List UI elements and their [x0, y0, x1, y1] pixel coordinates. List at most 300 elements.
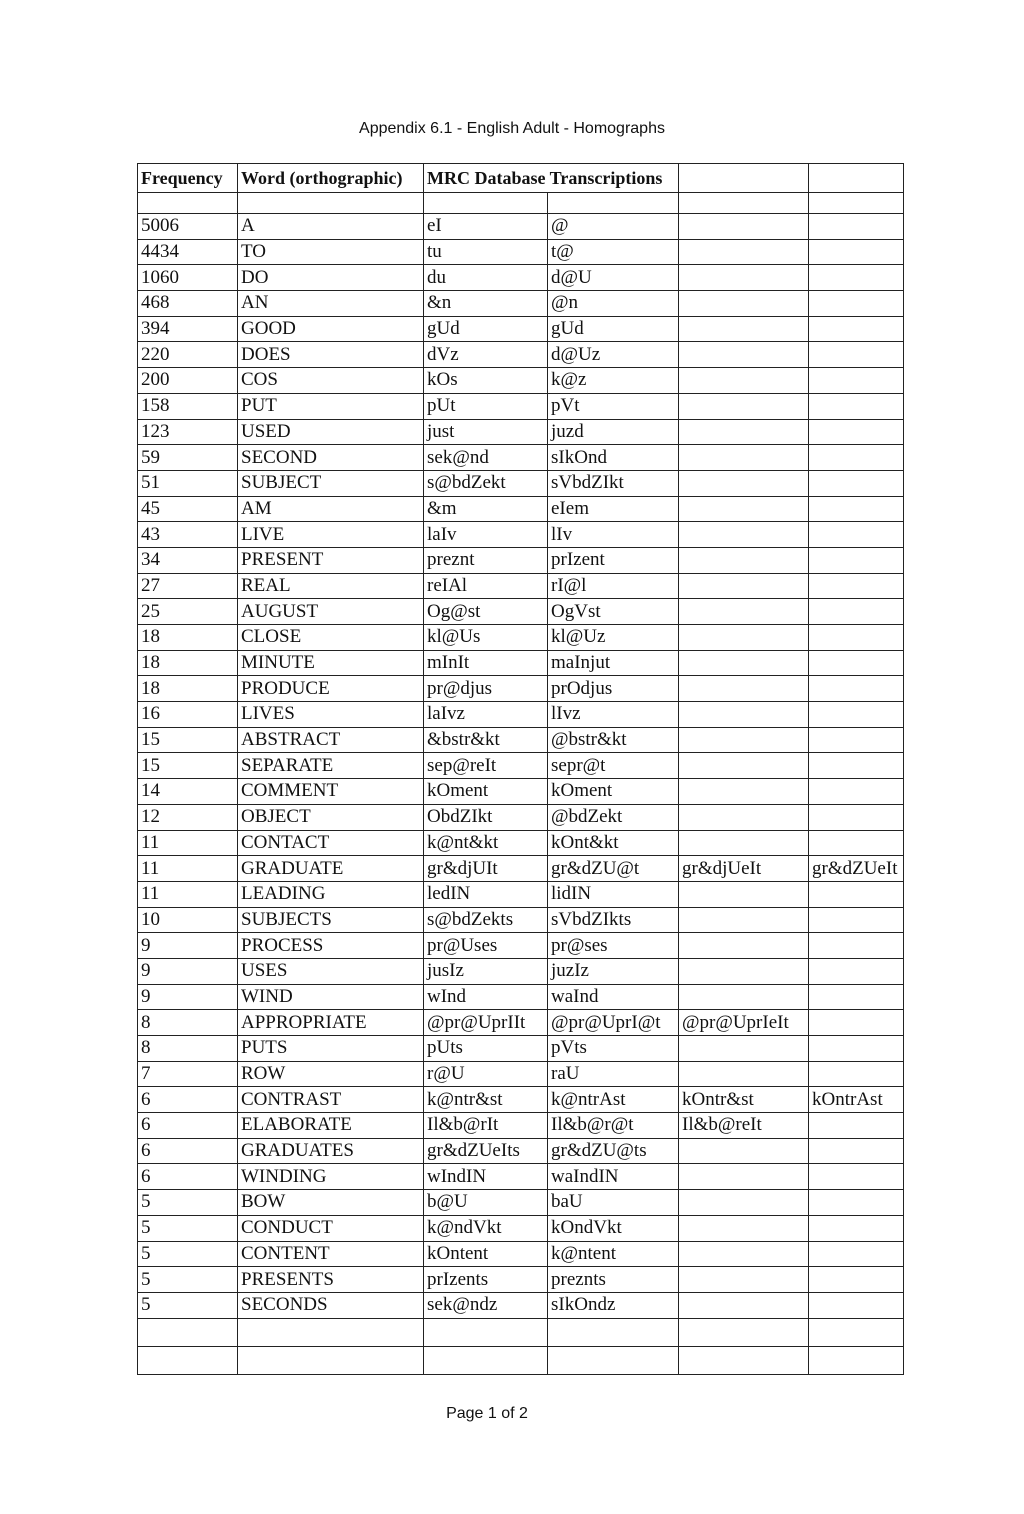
- table-cell: [679, 1190, 809, 1216]
- table-row: [138, 856, 904, 882]
- table-cell: [679, 522, 809, 548]
- table-row: [138, 753, 904, 779]
- table-row: [138, 1241, 904, 1267]
- table-cell: @pr@UprIIt: [424, 1010, 548, 1036]
- table-cell: [679, 470, 809, 496]
- table-cell: [809, 958, 904, 984]
- table-cell: [809, 727, 904, 753]
- table-cell: 9: [138, 958, 238, 984]
- table-row: [138, 933, 904, 959]
- table-cell: SUBJECT: [238, 470, 424, 496]
- table-cell: [679, 958, 809, 984]
- table-cell: 18: [138, 625, 238, 651]
- table-cell: [809, 804, 904, 830]
- table-cell: [809, 650, 904, 676]
- table-cell: 34: [138, 547, 238, 573]
- table-cell: wIndIN: [424, 1164, 548, 1190]
- table-cell: lIvz: [548, 702, 679, 728]
- table-cell: [679, 753, 809, 779]
- table-cell: 5: [138, 1292, 238, 1318]
- table-cell: 200: [138, 368, 238, 394]
- table-cell: ledIN: [424, 881, 548, 907]
- table-cell: 1060: [138, 265, 238, 291]
- table-cell: sek@nd: [424, 445, 548, 471]
- table-cell: 6: [138, 1138, 238, 1164]
- table-cell: REAL: [238, 573, 424, 599]
- table-cell: SUBJECTS: [238, 907, 424, 933]
- table-cell: [809, 1190, 904, 1216]
- table-cell: [809, 522, 904, 548]
- table-cell: PRESENTS: [238, 1267, 424, 1293]
- table-cell: 59: [138, 445, 238, 471]
- table-row: [138, 1215, 904, 1241]
- table-cell: [679, 1241, 809, 1267]
- table-cell: 7: [138, 1061, 238, 1087]
- table-cell: AN: [238, 291, 424, 317]
- table-cell: just: [424, 419, 548, 445]
- table-cell: k@ntr&st: [424, 1087, 548, 1113]
- table-cell: sek@ndz: [424, 1292, 548, 1318]
- table-cell: tu: [424, 239, 548, 265]
- table-cell: ABSTRACT: [238, 727, 424, 753]
- table-cell: [138, 1346, 238, 1374]
- header-blank: [679, 164, 809, 193]
- table-cell: 51: [138, 470, 238, 496]
- table-cell: sep@reIt: [424, 753, 548, 779]
- table-cell: [809, 1010, 904, 1036]
- table-cell: mInIt: [424, 650, 548, 676]
- table-cell: [548, 193, 679, 214]
- table-cell: [809, 1241, 904, 1267]
- header-transcriptions: MRC Database Transcriptions: [424, 164, 679, 193]
- table-cell: [809, 496, 904, 522]
- table-cell: jusIz: [424, 958, 548, 984]
- table-row: [138, 727, 904, 753]
- page-footer: Page 1 of 2: [446, 1405, 528, 1422]
- table-cell: k@z: [548, 368, 679, 394]
- table-cell: [679, 907, 809, 933]
- table-cell: kOntrAst: [809, 1087, 904, 1113]
- table-cell: A: [238, 214, 424, 240]
- table-cell: [809, 342, 904, 368]
- table-row: [138, 265, 904, 291]
- table-cell: [679, 779, 809, 805]
- table-cell: [679, 1318, 809, 1346]
- table-cell: @bdZekt: [548, 804, 679, 830]
- table-cell: @: [548, 214, 679, 240]
- table-cell: 8: [138, 1036, 238, 1062]
- table-cell: [679, 265, 809, 291]
- table-cell: [238, 193, 424, 214]
- table-cell: AM: [238, 496, 424, 522]
- table-cell: COMMENT: [238, 779, 424, 805]
- table-cell: sVbdZIkts: [548, 907, 679, 933]
- table-cell: laIvz: [424, 702, 548, 728]
- table-cell: dVz: [424, 342, 548, 368]
- table-row: [138, 214, 904, 240]
- table-cell: TO: [238, 239, 424, 265]
- table-row: [138, 316, 904, 342]
- table-cell: gUd: [424, 316, 548, 342]
- table-cell: k@nt&kt: [424, 830, 548, 856]
- table-row: [138, 830, 904, 856]
- table-cell: 12: [138, 804, 238, 830]
- table-cell: [809, 753, 904, 779]
- table-cell: s@bdZekt: [424, 470, 548, 496]
- table-cell: rI@l: [548, 573, 679, 599]
- table-cell: CLOSE: [238, 625, 424, 651]
- table-cell: pr@djus: [424, 676, 548, 702]
- table-cell: [809, 265, 904, 291]
- table-row: [138, 702, 904, 728]
- table-cell: pUt: [424, 393, 548, 419]
- table-cell: [809, 907, 904, 933]
- table-cell: d@Uz: [548, 342, 679, 368]
- table-cell: [138, 1318, 238, 1346]
- table-cell: juzd: [548, 419, 679, 445]
- table-cell: 6: [138, 1113, 238, 1139]
- table-cell: APPROPRIATE: [238, 1010, 424, 1036]
- table-cell: 468: [138, 291, 238, 317]
- table-cell: 8: [138, 1010, 238, 1036]
- table-cell: [809, 547, 904, 573]
- table-row: [138, 445, 904, 471]
- table-cell: 15: [138, 727, 238, 753]
- table-cell: Il&b@reIt: [679, 1113, 809, 1139]
- table-cell: maInjut: [548, 650, 679, 676]
- table-row: [138, 984, 904, 1010]
- table-cell: gr&dZUeIt: [809, 856, 904, 882]
- header-word: Word (orthographic): [238, 164, 424, 193]
- table-cell: prIzents: [424, 1267, 548, 1293]
- table-cell: [809, 1318, 904, 1346]
- table-cell: Il&b@rIt: [424, 1113, 548, 1139]
- table-cell: [809, 599, 904, 625]
- table-cell: kOndVkt: [548, 1215, 679, 1241]
- table-row: [138, 1190, 904, 1216]
- table-cell: [548, 1346, 679, 1374]
- table-cell: [679, 702, 809, 728]
- table-row: [138, 573, 904, 599]
- table-cell: pUts: [424, 1036, 548, 1062]
- table-row: [138, 419, 904, 445]
- table-cell: juzIz: [548, 958, 679, 984]
- table-row: [138, 1113, 904, 1139]
- table-row: [138, 907, 904, 933]
- table-row: [138, 1087, 904, 1113]
- page-title: Appendix 6.1 - English Adult - Homographs: [359, 120, 665, 137]
- table-cell: [424, 1346, 548, 1374]
- table-cell: gUd: [548, 316, 679, 342]
- table-cell: GRADUATE: [238, 856, 424, 882]
- table-cell: [679, 1267, 809, 1293]
- table-row-blank: [138, 1346, 904, 1374]
- table-cell: ROW: [238, 1061, 424, 1087]
- table-cell: 220: [138, 342, 238, 368]
- table-cell: 10: [138, 907, 238, 933]
- table-cell: [809, 1215, 904, 1241]
- table-cell: [679, 1215, 809, 1241]
- table-cell: ELABORATE: [238, 1113, 424, 1139]
- table-cell: SEPARATE: [238, 753, 424, 779]
- table-cell: r@U: [424, 1061, 548, 1087]
- table-cell: gr&dZUeIts: [424, 1138, 548, 1164]
- table-cell: [679, 881, 809, 907]
- table-row: [138, 625, 904, 651]
- table-cell: [809, 1346, 904, 1374]
- table-cell: d@U: [548, 265, 679, 291]
- table-cell: 9: [138, 933, 238, 959]
- table-cell: [809, 1138, 904, 1164]
- table-cell: [809, 470, 904, 496]
- table-cell: 158: [138, 393, 238, 419]
- table-cell: sIkOndz: [548, 1292, 679, 1318]
- table-cell: OgVst: [548, 599, 679, 625]
- table-cell: [809, 1061, 904, 1087]
- table-cell: [679, 445, 809, 471]
- table-cell: prIzent: [548, 547, 679, 573]
- table-cell: &bstr&kt: [424, 727, 548, 753]
- table-cell: k@ndVkt: [424, 1215, 548, 1241]
- table-cell: 27: [138, 573, 238, 599]
- table-row: [138, 1010, 904, 1036]
- table-cell: CONTENT: [238, 1241, 424, 1267]
- table-cell: [809, 239, 904, 265]
- table-cell: 25: [138, 599, 238, 625]
- table-cell: 5: [138, 1215, 238, 1241]
- table-cell: Og@st: [424, 599, 548, 625]
- table-cell: sepr@t: [548, 753, 679, 779]
- table-cell: GOOD: [238, 316, 424, 342]
- table-cell: [809, 573, 904, 599]
- table-cell: 5: [138, 1190, 238, 1216]
- table-cell: PRESENT: [238, 547, 424, 573]
- table-cell: 15: [138, 753, 238, 779]
- table-cell: [809, 1267, 904, 1293]
- table-cell: [548, 1318, 679, 1346]
- table-cell: kOment: [548, 779, 679, 805]
- table-row-blank: [138, 1318, 904, 1346]
- table-row: [138, 547, 904, 573]
- table-cell: SECOND: [238, 445, 424, 471]
- table-cell: [809, 445, 904, 471]
- table-cell: USED: [238, 419, 424, 445]
- table-cell: sVbdZIkt: [548, 470, 679, 496]
- table-cell: [679, 727, 809, 753]
- table-cell: [679, 625, 809, 651]
- table-row: [138, 522, 904, 548]
- table-cell: [679, 342, 809, 368]
- table-header-row: [138, 164, 904, 193]
- table-cell: [809, 830, 904, 856]
- table-cell: &n: [424, 291, 548, 317]
- table-cell: [238, 1318, 424, 1346]
- table-cell: [679, 676, 809, 702]
- table-cell: Il&b@r@t: [548, 1113, 679, 1139]
- table-cell: kOment: [424, 779, 548, 805]
- table-row: [138, 1267, 904, 1293]
- table-cell: [809, 1164, 904, 1190]
- table-cell: [679, 933, 809, 959]
- table-cell: [679, 393, 809, 419]
- table-cell: du: [424, 265, 548, 291]
- table-cell: waIndIN: [548, 1164, 679, 1190]
- table-row: [138, 650, 904, 676]
- table-cell: [138, 193, 238, 214]
- table-cell: [809, 393, 904, 419]
- table-cell: pVts: [548, 1036, 679, 1062]
- table-cell: [809, 676, 904, 702]
- table-cell: [679, 316, 809, 342]
- table-row: [138, 291, 904, 317]
- table-cell: [679, 239, 809, 265]
- table-cell: pVt: [548, 393, 679, 419]
- homographs-table: [137, 163, 904, 1375]
- table-cell: pr@ses: [548, 933, 679, 959]
- table-cell: eIem: [548, 496, 679, 522]
- table-cell: [679, 1138, 809, 1164]
- table-row: [138, 368, 904, 394]
- table-cell: kl@Uz: [548, 625, 679, 651]
- table-cell: [809, 291, 904, 317]
- table-cell: [679, 650, 809, 676]
- table-cell: [679, 547, 809, 573]
- table-cell: [679, 214, 809, 240]
- table-cell: [424, 1318, 548, 1346]
- table-cell: raU: [548, 1061, 679, 1087]
- table-cell: preznt: [424, 547, 548, 573]
- table-cell: [809, 779, 904, 805]
- table-cell: k@ntrAst: [548, 1087, 679, 1113]
- table-row: [138, 804, 904, 830]
- table-cell: pr@Uses: [424, 933, 548, 959]
- table-cell: 14: [138, 779, 238, 805]
- table-cell: waInd: [548, 984, 679, 1010]
- table-row: [138, 1292, 904, 1318]
- table-cell: [809, 419, 904, 445]
- table-cell: b@U: [424, 1190, 548, 1216]
- table-row: [138, 342, 904, 368]
- table-cell: PRODUCE: [238, 676, 424, 702]
- table-cell: [679, 830, 809, 856]
- table-cell: LEADING: [238, 881, 424, 907]
- table-row: [138, 599, 904, 625]
- table-cell: CONTACT: [238, 830, 424, 856]
- table-cell: @n: [548, 291, 679, 317]
- table-cell: LIVE: [238, 522, 424, 548]
- table-cell: [809, 1292, 904, 1318]
- table-cell: kOntr&st: [679, 1087, 809, 1113]
- table-cell: sIkOnd: [548, 445, 679, 471]
- table-cell: [679, 1036, 809, 1062]
- header-frequency: Frequency: [138, 164, 238, 193]
- table-cell: CONTRAST: [238, 1087, 424, 1113]
- table-cell: [679, 599, 809, 625]
- table-cell: wInd: [424, 984, 548, 1010]
- table-cell: LIVES: [238, 702, 424, 728]
- table-cell: 4434: [138, 239, 238, 265]
- table-cell: [809, 1113, 904, 1139]
- table-cell: [679, 368, 809, 394]
- table-cell: @bstr&kt: [548, 727, 679, 753]
- table-cell: baU: [548, 1190, 679, 1216]
- table-cell: &m: [424, 496, 548, 522]
- table-cell: [809, 316, 904, 342]
- table-cell: WIND: [238, 984, 424, 1010]
- table-cell: PUTS: [238, 1036, 424, 1062]
- table-cell: [809, 214, 904, 240]
- table-cell: kOs: [424, 368, 548, 394]
- table-row: [138, 1061, 904, 1087]
- table-cell: [809, 1036, 904, 1062]
- table-cell: kl@Us: [424, 625, 548, 651]
- table-cell: s@bdZekts: [424, 907, 548, 933]
- table-cell: k@ntent: [548, 1241, 679, 1267]
- table-cell: [679, 1292, 809, 1318]
- table-cell: @pr@UprIeIt: [679, 1010, 809, 1036]
- table-cell: [679, 193, 809, 214]
- table-row: [138, 496, 904, 522]
- table-cell: 6: [138, 1087, 238, 1113]
- table-cell: 11: [138, 881, 238, 907]
- table-cell: [809, 625, 904, 651]
- table-cell: 18: [138, 676, 238, 702]
- table-cell: 45: [138, 496, 238, 522]
- table-cell: 394: [138, 316, 238, 342]
- table-cell: lidIN: [548, 881, 679, 907]
- table-cell: DOES: [238, 342, 424, 368]
- header-blank: [809, 164, 904, 193]
- table-cell: 6: [138, 1164, 238, 1190]
- table-cell: eI: [424, 214, 548, 240]
- table-cell: gr&djUIt: [424, 856, 548, 882]
- table-cell: [679, 1164, 809, 1190]
- table-cell: CONDUCT: [238, 1215, 424, 1241]
- table-cell: 9: [138, 984, 238, 1010]
- table-cell: [809, 193, 904, 214]
- table-cell: lIv: [548, 522, 679, 548]
- table-cell: [809, 933, 904, 959]
- table-cell: [679, 1346, 809, 1374]
- table-cell: [679, 291, 809, 317]
- table-row: [138, 1138, 904, 1164]
- table-cell: PUT: [238, 393, 424, 419]
- table-row: [138, 1036, 904, 1062]
- table-cell: ObdZIkt: [424, 804, 548, 830]
- table-cell: [424, 193, 548, 214]
- table-cell: BOW: [238, 1190, 424, 1216]
- table-cell: @pr@UprI@t: [548, 1010, 679, 1036]
- table-cell: kOntent: [424, 1241, 548, 1267]
- table-body: [138, 193, 904, 1375]
- table-cell: kOnt&kt: [548, 830, 679, 856]
- table-cell: [679, 984, 809, 1010]
- table-row-blank: [138, 193, 904, 214]
- table-cell: 16: [138, 702, 238, 728]
- table-cell: DO: [238, 265, 424, 291]
- table-cell: 43: [138, 522, 238, 548]
- table-row: [138, 958, 904, 984]
- table-row: [138, 393, 904, 419]
- table-cell: GRADUATES: [238, 1138, 424, 1164]
- table-row: [138, 676, 904, 702]
- table-row: [138, 779, 904, 805]
- table-cell: gr&dZU@t: [548, 856, 679, 882]
- table-row: [138, 239, 904, 265]
- table-cell: [679, 496, 809, 522]
- table-cell: laIv: [424, 522, 548, 548]
- table-row: [138, 1164, 904, 1190]
